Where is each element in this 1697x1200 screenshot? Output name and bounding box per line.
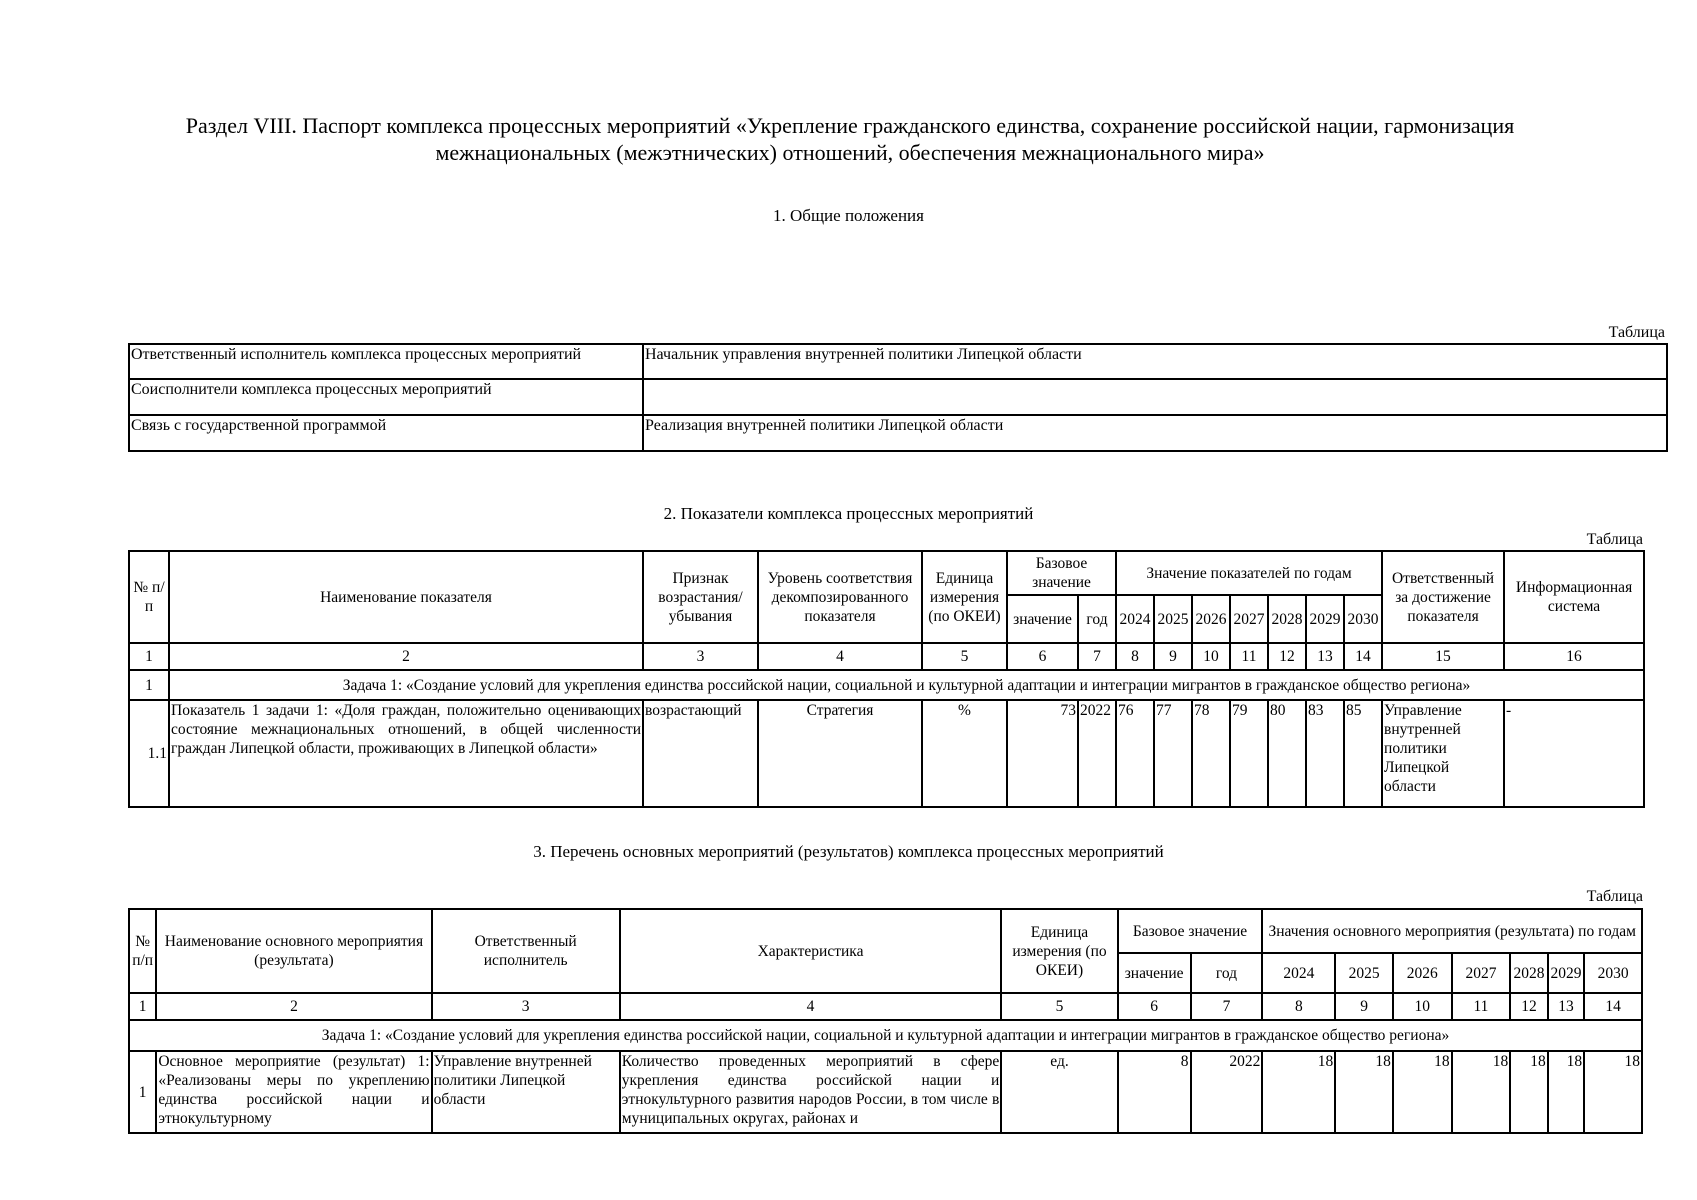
- col-header-unit: Единица измерения (по ОКЕИ): [922, 551, 1007, 643]
- column-number-row: [129, 993, 1642, 1020]
- task-title: Задача 1: «Создание условий для укрепления единства российской нации, социальной и культурной адаптации и интеграции мигрантов в гражданское общество региона»: [169, 670, 1644, 700]
- col-header-name: Наименование показателя: [169, 551, 643, 643]
- task-num: 1: [129, 670, 169, 700]
- col-header-year: 2024: [1116, 595, 1154, 643]
- col-header-year: 2028: [1510, 953, 1547, 993]
- col-header-year: 2029: [1306, 595, 1344, 643]
- indicator-year-value: 76: [1116, 700, 1154, 807]
- column-number: 3: [432, 993, 620, 1020]
- table-row: [129, 344, 1667, 379]
- indicator-sign: возрастающий: [643, 700, 758, 807]
- task-title: Задача 1: «Создание условий для укрепления единства российской нации, социальной и культурной адаптации и интеграции мигрантов в гражданское общество региона»: [129, 1020, 1642, 1051]
- indicator-num: 1.1: [129, 700, 169, 807]
- col-header-base: Базовое значение: [1118, 909, 1263, 953]
- activity-year-value: 18: [1548, 1051, 1584, 1133]
- column-number: 1: [129, 993, 156, 1020]
- column-number: 4: [620, 993, 1002, 1020]
- activity-unit: ед.: [1001, 1051, 1117, 1133]
- column-number: 9: [1154, 643, 1192, 670]
- table-row: [129, 1051, 1642, 1133]
- column-number: 13: [1548, 993, 1584, 1020]
- col-header-responsible: Ответственный исполнитель: [432, 909, 620, 993]
- col-header-year: 2029: [1548, 953, 1584, 993]
- col-header-by-years: Значение показателей по годам: [1116, 551, 1382, 595]
- column-number: 5: [1001, 993, 1117, 1020]
- column-number-row: [129, 643, 1644, 670]
- column-number: 3: [643, 643, 758, 670]
- col-header-characteristic: Характеристика: [620, 909, 1002, 993]
- column-number: 7: [1191, 993, 1263, 1020]
- col-header-year: 2030: [1344, 595, 1382, 643]
- activity-name: Основное мероприятие (результат) 1: «Реализованы меры по укреплению единства российской нации и этнокультурному: [156, 1051, 431, 1133]
- header-row: [129, 909, 1642, 953]
- col-header-year: 2025: [1335, 953, 1393, 993]
- indicators-table: [128, 550, 1645, 808]
- indicator-year-value: 78: [1192, 700, 1230, 807]
- column-number: 4: [758, 643, 922, 670]
- col-header-year: 2025: [1154, 595, 1192, 643]
- document-title: [100, 112, 1600, 166]
- col-header-by-years: Значения основного мероприятия (результата) по годам: [1262, 909, 1642, 953]
- col-header-year: 2027: [1452, 953, 1511, 993]
- col-header-year: 2026: [1393, 953, 1452, 993]
- activity-year-value: 18: [1584, 1051, 1642, 1133]
- column-number: 11: [1452, 993, 1511, 1020]
- activity-year-value: 18: [1262, 1051, 1335, 1133]
- col-header-year: 2028: [1268, 595, 1306, 643]
- column-number: 1: [129, 643, 169, 670]
- column-number: 10: [1393, 993, 1452, 1020]
- column-number: 8: [1116, 643, 1154, 670]
- col-header-sign: Признак возрастания/ убывания: [643, 551, 758, 643]
- col-header-name: Наименование основного мероприятия (результата): [156, 909, 431, 993]
- indicator-responsible: Управление внутренней политики Липецкой области: [1382, 700, 1504, 807]
- table-row: [129, 379, 1667, 415]
- activity-num: 1: [129, 1051, 156, 1133]
- column-number: 13: [1306, 643, 1344, 670]
- col-header-year: 2027: [1230, 595, 1268, 643]
- activity-base-year: 2022: [1191, 1051, 1263, 1133]
- table-row: [129, 415, 1667, 451]
- section-1-heading: 1. Общие положения: [773, 206, 924, 225]
- row-label: Соисполнители комплекса процессных мероприятий: [129, 379, 643, 415]
- column-number: 11: [1230, 643, 1268, 670]
- indicator-unit: %: [922, 700, 1007, 807]
- document-title-line-2: межнациональных (межэтнических) отношений, обеспечения межнационального мира»: [435, 140, 1265, 165]
- indicator-year-value: 80: [1268, 700, 1306, 807]
- row-value: Реализация внутренней политики Липецкой области: [643, 415, 1667, 451]
- indicator-base-year: 2022: [1078, 700, 1116, 807]
- activity-year-value: 18: [1452, 1051, 1511, 1133]
- col-header-level: Уровень соответствия декомпозированного показателя: [758, 551, 922, 643]
- task-row: [129, 670, 1644, 700]
- document-title-line-1: Раздел VIII. Паспорт комплекса процессных мероприятий «Укрепление гражданского единства, сохранение российской нации, гармонизация: [185, 113, 1515, 138]
- section-3-table-caption: Таблица: [1586, 888, 1643, 905]
- col-header-num: № п/п: [129, 551, 169, 643]
- row-value: Начальник управления внутренней политики Липецкой области: [643, 344, 1667, 379]
- column-number: 7: [1078, 643, 1116, 670]
- indicator-year-value: 83: [1306, 700, 1344, 807]
- activity-characteristic: Количество проведенных мероприятий в сфере укрепления единства российской нации и этнокультурного развития народов России, в том числе в муниципальных округах, районах и: [620, 1051, 1002, 1133]
- col-header-responsible: Ответственный за достижение показателя: [1382, 551, 1504, 643]
- row-label: Связь с государственной программой: [129, 415, 643, 451]
- activity-year-value: 18: [1335, 1051, 1393, 1133]
- column-number: 10: [1192, 643, 1230, 670]
- indicator-year-value: 85: [1344, 700, 1382, 807]
- col-header-base: Базовое значение: [1007, 551, 1116, 595]
- col-header-infosys: Информационная система: [1504, 551, 1644, 643]
- indicator-level: Стратегия: [758, 700, 922, 807]
- activity-year-value: 18: [1393, 1051, 1452, 1133]
- column-number: 6: [1007, 643, 1078, 670]
- col-header-base-value: значение: [1007, 595, 1078, 643]
- indicator-year-value: 79: [1230, 700, 1268, 807]
- column-number: 16: [1504, 643, 1644, 670]
- col-header-num: № п/п: [129, 909, 156, 993]
- general-provisions-table: [128, 343, 1668, 452]
- col-header-base-year: год: [1191, 953, 1263, 993]
- col-header-year: 2030: [1584, 953, 1642, 993]
- col-header-base-value: значение: [1118, 953, 1191, 993]
- col-header-year: 2024: [1262, 953, 1335, 993]
- column-number: 12: [1268, 643, 1306, 670]
- column-number: 2: [156, 993, 431, 1020]
- col-header-base-year: год: [1078, 595, 1116, 643]
- indicator-name: Показатель 1 задачи 1: «Доля граждан, положительно оценивающих состояние межнациональных отношений, в общей численности граждан Липецкой области, проживающих в Липецкой области»: [169, 700, 643, 807]
- col-header-unit: Единица измерения (по ОКЕИ): [1001, 909, 1117, 993]
- section-2-table-caption: Таблица: [1586, 531, 1643, 548]
- main-activities-table: [128, 908, 1643, 1134]
- header-row: [129, 551, 1644, 595]
- column-number: 8: [1262, 993, 1335, 1020]
- row-value: [643, 379, 1667, 415]
- column-number: 14: [1584, 993, 1642, 1020]
- col-header-year: 2026: [1192, 595, 1230, 643]
- indicator-infosys: -: [1504, 700, 1644, 807]
- column-number: 14: [1344, 643, 1382, 670]
- column-number: 5: [922, 643, 1007, 670]
- row-label: Ответственный исполнитель комплекса процессных мероприятий: [129, 344, 643, 379]
- indicator-year-value: 77: [1154, 700, 1192, 807]
- activity-year-value: 18: [1510, 1051, 1547, 1133]
- section-1-table-caption: Таблица: [1608, 324, 1665, 341]
- table-row: [129, 700, 1644, 807]
- column-number: 12: [1510, 993, 1547, 1020]
- activity-responsible: Управление внутренней политики Липецкой области: [432, 1051, 620, 1133]
- activity-base-value: 8: [1118, 1051, 1191, 1133]
- section-3-heading: 3. Перечень основных мероприятий (результатов) комплекса процессных мероприятий: [533, 842, 1164, 861]
- section-2-heading: 2. Показатели комплекса процессных мероприятий: [663, 504, 1034, 523]
- column-number: 15: [1382, 643, 1504, 670]
- task-row: [129, 1020, 1642, 1051]
- column-number: 9: [1335, 993, 1393, 1020]
- column-number: 6: [1118, 993, 1191, 1020]
- indicator-base-value: 73: [1007, 700, 1078, 807]
- column-number: 2: [169, 643, 643, 670]
